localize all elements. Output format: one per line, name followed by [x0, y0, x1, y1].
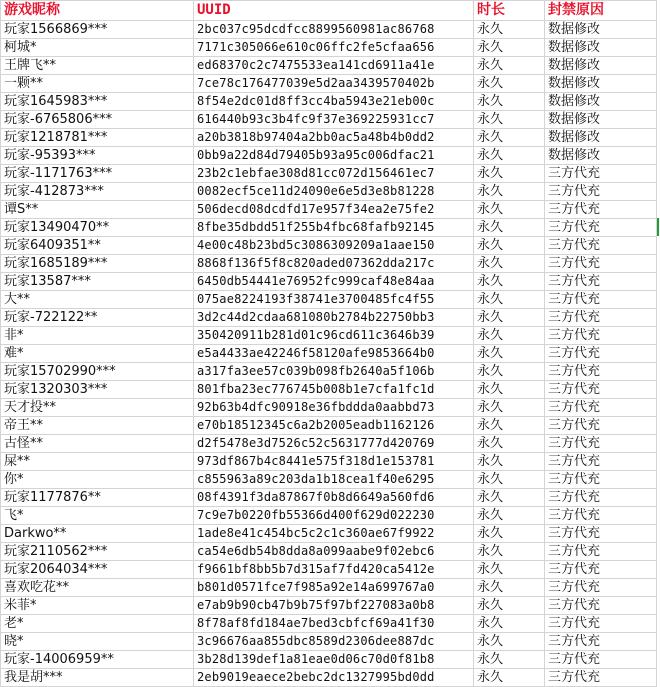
uuid-cell[interactable]: c855963a89c203da1b18cea1f40e6295 [194, 471, 474, 489]
duration-cell[interactable]: 永久 [474, 183, 545, 201]
table-row [1, 669, 657, 687]
uuid-cell[interactable]: 973df867b4c8441e575f318d1e153781 [194, 453, 474, 471]
table-row [1, 255, 657, 273]
uuid-cell[interactable]: a317fa3ee57c039b098fb2640a5f106b [194, 363, 474, 381]
table-row [1, 21, 657, 39]
reason-cell[interactable]: 三方代充 [545, 525, 657, 543]
reason-cell[interactable]: 三方代充 [545, 345, 657, 363]
reason-cell[interactable]: 三方代充 [545, 201, 657, 219]
table-row [1, 543, 657, 561]
reason-cell[interactable]: 三方代充 [545, 579, 657, 597]
nickname-cell[interactable]: 难* [1, 345, 194, 363]
uuid-cell[interactable]: 23b2c1ebfae308d81cc072d156461ec7 [194, 165, 474, 183]
table-row [1, 111, 657, 129]
reason-cell[interactable]: 三方代充 [545, 561, 657, 579]
duration-cell[interactable]: 永久 [474, 93, 545, 111]
uuid-cell[interactable]: 350420911b281d01c96cd611c3646b39 [194, 327, 474, 345]
duration-cell[interactable]: 永久 [474, 345, 545, 363]
duration-cell[interactable]: 永久 [474, 381, 545, 399]
table-row [1, 165, 657, 183]
nickname-cell[interactable]: 玩家-1171763*** [1, 165, 194, 183]
duration-cell[interactable]: 永久 [474, 309, 545, 327]
nickname-cell[interactable]: 玩家1645983*** [1, 93, 194, 111]
duration-cell[interactable]: 永久 [474, 219, 545, 237]
table-row [1, 147, 657, 165]
table-row [1, 579, 657, 597]
reason-cell[interactable]: 数据修改 [545, 21, 657, 39]
nickname-cell[interactable]: 玩家-412873*** [1, 183, 194, 201]
table-row [1, 219, 657, 237]
table-row [1, 597, 657, 615]
uuid-cell[interactable]: 616440b93c3b4fc9f37e369225931cc7 [194, 111, 474, 129]
table-row [1, 561, 657, 579]
nickname-cell[interactable]: 玩家-14006959** [1, 651, 194, 669]
nickname-cell[interactable]: 柯城* [1, 39, 194, 57]
reason-cell[interactable]: 三方代充 [545, 453, 657, 471]
duration-cell[interactable]: 永久 [474, 75, 545, 93]
reason-cell[interactable]: 三方代充 [545, 237, 657, 255]
reason-cell[interactable]: 三方代充 [545, 651, 657, 669]
duration-cell[interactable]: 永久 [474, 57, 545, 75]
duration-cell[interactable]: 永久 [474, 525, 545, 543]
nickname-cell[interactable]: Darkwo** [1, 525, 194, 543]
reason-cell[interactable]: 数据修改 [545, 39, 657, 57]
table-row [1, 471, 657, 489]
nickname-cell[interactable]: 玩家1685189*** [1, 255, 194, 273]
nickname-cell[interactable]: 喜欢吃花** [1, 579, 194, 597]
header-reason[interactable]: 封禁原因 [545, 1, 657, 21]
duration-cell[interactable]: 永久 [474, 21, 545, 39]
table-row [1, 381, 657, 399]
duration-cell[interactable]: 永久 [474, 453, 545, 471]
reason-cell[interactable]: 数据修改 [545, 147, 657, 165]
table-body [1, 21, 657, 687]
duration-cell[interactable]: 永久 [474, 291, 545, 309]
uuid-cell[interactable]: e5a4433ae42246f58120afe9853664b0 [194, 345, 474, 363]
duration-cell[interactable]: 永久 [474, 363, 545, 381]
cell-selection-marker [657, 218, 659, 236]
table-row [1, 291, 657, 309]
nickname-cell[interactable]: 晓* [1, 633, 194, 651]
duration-cell[interactable]: 永久 [474, 507, 545, 525]
nickname-cell[interactable]: 天才投** [1, 399, 194, 417]
uuid-cell[interactable]: 075ae8224193f38741e3700485fc4f55 [194, 291, 474, 309]
header-nickname[interactable]: 游戏昵称 [1, 1, 194, 21]
nickname-cell[interactable]: 古怪** [1, 435, 194, 453]
duration-cell[interactable]: 永久 [474, 201, 545, 219]
reason-cell[interactable]: 三方代充 [545, 381, 657, 399]
uuid-cell[interactable]: 2eb9019eaece2bebc2dc1327995bd0dd [194, 669, 474, 687]
nickname-cell[interactable]: 飞* [1, 507, 194, 525]
duration-cell[interactable]: 永久 [474, 597, 545, 615]
nickname-cell[interactable]: 玩家1218781*** [1, 129, 194, 147]
reason-cell[interactable]: 三方代充 [545, 489, 657, 507]
duration-cell[interactable]: 永久 [474, 471, 545, 489]
reason-cell[interactable]: 数据修改 [545, 57, 657, 75]
uuid-cell[interactable]: 7171c305066e610c06ffc2fe5cfaa656 [194, 39, 474, 57]
uuid-cell[interactable]: 2bc037c95dcdfcc8899560981ac86768 [194, 21, 474, 39]
nickname-cell[interactable]: 谭S** [1, 201, 194, 219]
table-row [1, 237, 657, 255]
duration-cell[interactable]: 永久 [474, 417, 545, 435]
duration-cell[interactable]: 永久 [474, 327, 545, 345]
nickname-cell[interactable]: 玩家2064034*** [1, 561, 194, 579]
uuid-cell[interactable]: 1ade8e41c454bc5c2c1c360ae67f9922 [194, 525, 474, 543]
table-row [1, 399, 657, 417]
reason-cell[interactable]: 三方代充 [545, 165, 657, 183]
table-row [1, 183, 657, 201]
duration-cell[interactable]: 永久 [474, 399, 545, 417]
reason-cell[interactable]: 三方代充 [545, 633, 657, 651]
uuid-cell[interactable]: a20b3818b97404a2bb0ac5a48b4b0dd2 [194, 129, 474, 147]
table-row [1, 489, 657, 507]
table-row [1, 309, 657, 327]
header-row [1, 1, 657, 21]
uuid-cell[interactable]: 801fba23ec776745b008b1e7cfa1fc1d [194, 381, 474, 399]
uuid-cell[interactable]: 506decd08dcdfd17e957f34ea2e75fe2 [194, 201, 474, 219]
reason-cell[interactable]: 数据修改 [545, 75, 657, 93]
reason-cell[interactable]: 三方代充 [545, 291, 657, 309]
table-row [1, 327, 657, 345]
uuid-cell[interactable]: f9661bf8bb5b7d315af7fd420ca5412e [194, 561, 474, 579]
nickname-cell[interactable]: 王牌飞** [1, 57, 194, 75]
duration-cell[interactable]: 永久 [474, 147, 545, 165]
nickname-cell[interactable]: 你* [1, 471, 194, 489]
table-row [1, 93, 657, 111]
uuid-cell[interactable]: e7ab9b90cb47b9b75f97bf227083a0b8 [194, 597, 474, 615]
table-row [1, 435, 657, 453]
duration-cell[interactable]: 永久 [474, 255, 545, 273]
duration-cell[interactable]: 永久 [474, 669, 545, 687]
reason-cell[interactable]: 三方代充 [545, 543, 657, 561]
reason-cell[interactable]: 三方代充 [545, 309, 657, 327]
duration-cell[interactable]: 永久 [474, 237, 545, 255]
reason-cell[interactable]: 三方代充 [545, 219, 657, 237]
uuid-cell[interactable]: 92b63b4dfc90918e36fbddda0aabbd73 [194, 399, 474, 417]
table-row [1, 507, 657, 525]
nickname-cell[interactable]: 大** [1, 291, 194, 309]
duration-cell[interactable]: 永久 [474, 165, 545, 183]
table-row [1, 651, 657, 669]
uuid-cell[interactable]: 0bb9a22d84d79405b93a95c006dfac21 [194, 147, 474, 165]
nickname-cell[interactable]: 玩家2110562*** [1, 543, 194, 561]
duration-cell[interactable]: 永久 [474, 489, 545, 507]
table-row [1, 615, 657, 633]
reason-cell[interactable]: 三方代充 [545, 399, 657, 417]
uuid-cell[interactable]: d2f5478e3d7526c52c5631777d420769 [194, 435, 474, 453]
duration-cell[interactable]: 永久 [474, 129, 545, 147]
nickname-cell[interactable]: 玩家-95393*** [1, 147, 194, 165]
table-row [1, 273, 657, 291]
duration-cell[interactable]: 永久 [474, 543, 545, 561]
uuid-cell[interactable]: 3b28d139def1a81eae0d06c70d0f81b8 [194, 651, 474, 669]
reason-cell[interactable]: 三方代充 [545, 669, 657, 687]
duration-cell[interactable]: 永久 [474, 651, 545, 669]
nickname-cell[interactable]: 老* [1, 615, 194, 633]
nickname-cell[interactable]: 玩家13587*** [1, 273, 194, 291]
reason-cell[interactable]: 三方代充 [545, 435, 657, 453]
nickname-cell[interactable]: 一颗** [1, 75, 194, 93]
nickname-cell[interactable]: 非* [1, 327, 194, 345]
table-row [1, 345, 657, 363]
table-row [1, 633, 657, 651]
nickname-cell[interactable]: 玩家13490470** [1, 219, 194, 237]
table-row [1, 75, 657, 93]
uuid-cell[interactable]: 6450db54441e76952fc999caf48e84aa [194, 273, 474, 291]
reason-cell[interactable]: 三方代充 [545, 615, 657, 633]
uuid-cell[interactable]: 8f78af8fd184ae7bed3cbfcf69a41f30 [194, 615, 474, 633]
table-row [1, 417, 657, 435]
table-row [1, 453, 657, 471]
table-row [1, 201, 657, 219]
nickname-cell[interactable]: 米菲* [1, 597, 194, 615]
nickname-cell[interactable]: 玩家1320303*** [1, 381, 194, 399]
uuid-cell[interactable]: b801d0571fce7f985a92e14a699767a0 [194, 579, 474, 597]
uuid-cell[interactable]: e70b18512345c6a2b2005eadb1162126 [194, 417, 474, 435]
reason-cell[interactable]: 三方代充 [545, 183, 657, 201]
uuid-cell[interactable]: ca54e6db54b8dda8a099aabe9f02ebc6 [194, 543, 474, 561]
reason-cell[interactable]: 三方代充 [545, 507, 657, 525]
table-row [1, 525, 657, 543]
reason-cell[interactable]: 三方代充 [545, 273, 657, 291]
reason-cell[interactable]: 数据修改 [545, 129, 657, 147]
duration-cell[interactable]: 永久 [474, 111, 545, 129]
reason-cell[interactable]: 三方代充 [545, 417, 657, 435]
nickname-cell[interactable]: 玩家6409351** [1, 237, 194, 255]
duration-cell[interactable]: 永久 [474, 615, 545, 633]
reason-cell[interactable]: 三方代充 [545, 327, 657, 345]
table-row [1, 363, 657, 381]
nickname-cell[interactable]: 玩家15702990*** [1, 363, 194, 381]
uuid-cell[interactable]: 8f54e2dc01d8ff3cc4ba5943e21eb00c [194, 93, 474, 111]
table-row [1, 57, 657, 75]
uuid-cell[interactable]: 0082ecf5ce11d24090e6e5d3e8b81228 [194, 183, 474, 201]
duration-cell[interactable]: 永久 [474, 633, 545, 651]
reason-cell[interactable]: 三方代充 [545, 255, 657, 273]
uuid-cell[interactable]: 8868f136f5f8c820aded07362dda217c [194, 255, 474, 273]
table-row [1, 129, 657, 147]
nickname-cell[interactable]: 屎** [1, 453, 194, 471]
uuid-cell[interactable]: 4e00c48b23bd5c3086309209a1aae150 [194, 237, 474, 255]
uuid-cell[interactable]: 08f4391f3da87867f0b8d6649a560fd6 [194, 489, 474, 507]
nickname-cell[interactable]: 帝王** [1, 417, 194, 435]
duration-cell[interactable]: 永久 [474, 273, 545, 291]
nickname-cell[interactable]: 玩家1177876** [1, 489, 194, 507]
header-duration[interactable]: 时长 [474, 1, 545, 21]
reason-cell[interactable]: 数据修改 [545, 111, 657, 129]
duration-cell[interactable]: 永久 [474, 435, 545, 453]
duration-cell[interactable]: 永久 [474, 561, 545, 579]
header-uuid[interactable]: UUID [194, 1, 474, 21]
uuid-cell[interactable]: 3c96676aa855dbc8589d2306dee887dc [194, 633, 474, 651]
nickname-cell[interactable]: 我是胡*** [1, 669, 194, 687]
uuid-cell[interactable]: 8fbe35dbdd51f255b4fbc68fafb92145 [194, 219, 474, 237]
reason-cell[interactable]: 数据修改 [545, 93, 657, 111]
uuid-cell[interactable]: 3d2c44d2cdaa681080b2784b22750bb3 [194, 309, 474, 327]
uuid-cell[interactable]: 7c9e7b0220fb55366d400f629d022230 [194, 507, 474, 525]
table-row [1, 39, 657, 57]
uuid-cell[interactable]: ed68370c2c7475533ea141cd6911a41e [194, 57, 474, 75]
reason-cell[interactable]: 三方代充 [545, 363, 657, 381]
uuid-cell[interactable]: 7ce78c176477039e5d2aa3439570402b [194, 75, 474, 93]
nickname-cell[interactable]: 玩家-6765806*** [1, 111, 194, 129]
nickname-cell[interactable]: 玩家-722122** [1, 309, 194, 327]
nickname-cell[interactable]: 玩家1566869*** [1, 21, 194, 39]
duration-cell[interactable]: 永久 [474, 39, 545, 57]
duration-cell[interactable]: 永久 [474, 579, 545, 597]
reason-cell[interactable]: 三方代充 [545, 597, 657, 615]
reason-cell[interactable]: 三方代充 [545, 471, 657, 489]
